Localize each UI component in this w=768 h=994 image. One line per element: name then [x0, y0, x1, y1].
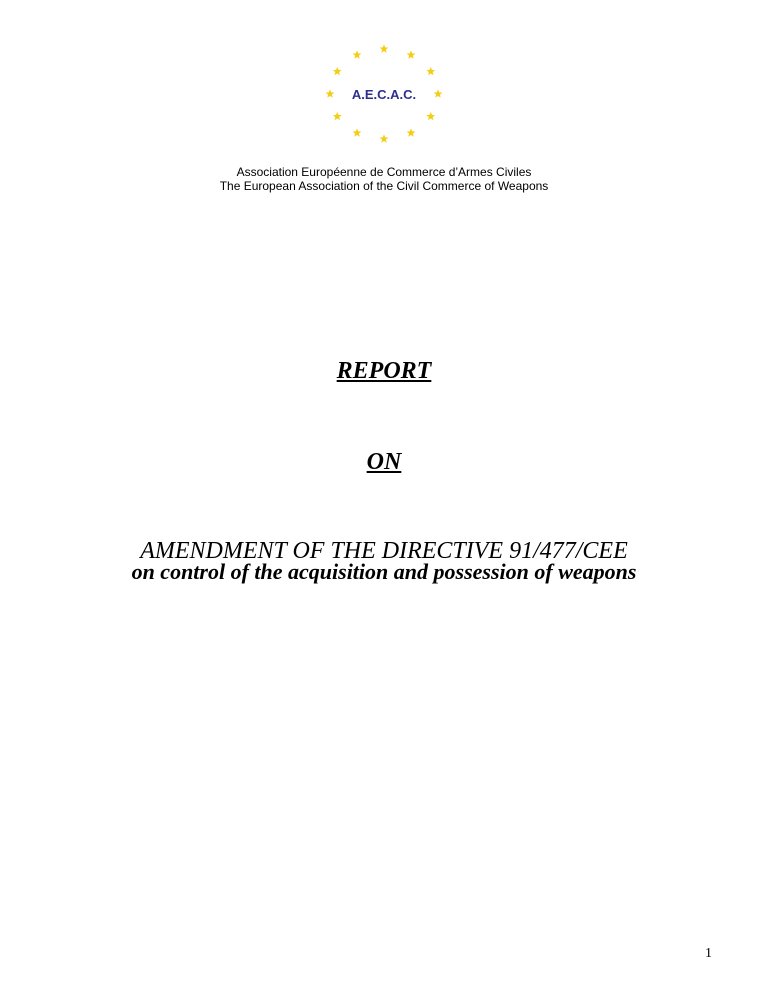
star-icon [353, 50, 362, 58]
amendment-title: AMENDMENT OF THE DIRECTIVE 91/477/CEE [140, 538, 628, 564]
star-icon [353, 128, 362, 136]
organization-name-french: Association Européenne de Commerce d’Armes Civiles [236, 165, 532, 179]
star-icon [326, 89, 335, 97]
star-icon [380, 134, 389, 142]
star-icon [333, 67, 342, 75]
organization-name-english: The European Association of the Civil Commerce of Weapons [219, 179, 549, 193]
star-icon [426, 112, 435, 120]
report-on-label: ON [366, 449, 402, 475]
logo-acronym: A.E.C.A.C. [351, 87, 417, 102]
amendment-subtitle: on control of the acquisition and possession of weapons [131, 559, 637, 584]
star-icon [380, 44, 389, 52]
star-icon [407, 50, 416, 58]
aecac-logo-graphic [319, 44, 449, 144]
page-number: 1 [705, 946, 712, 961]
report-title: REPORT [336, 358, 432, 384]
star-icon [407, 128, 416, 136]
aecac-logo [319, 44, 449, 144]
star-icon [434, 89, 443, 97]
star-icon [426, 67, 435, 75]
star-icon [333, 112, 342, 120]
